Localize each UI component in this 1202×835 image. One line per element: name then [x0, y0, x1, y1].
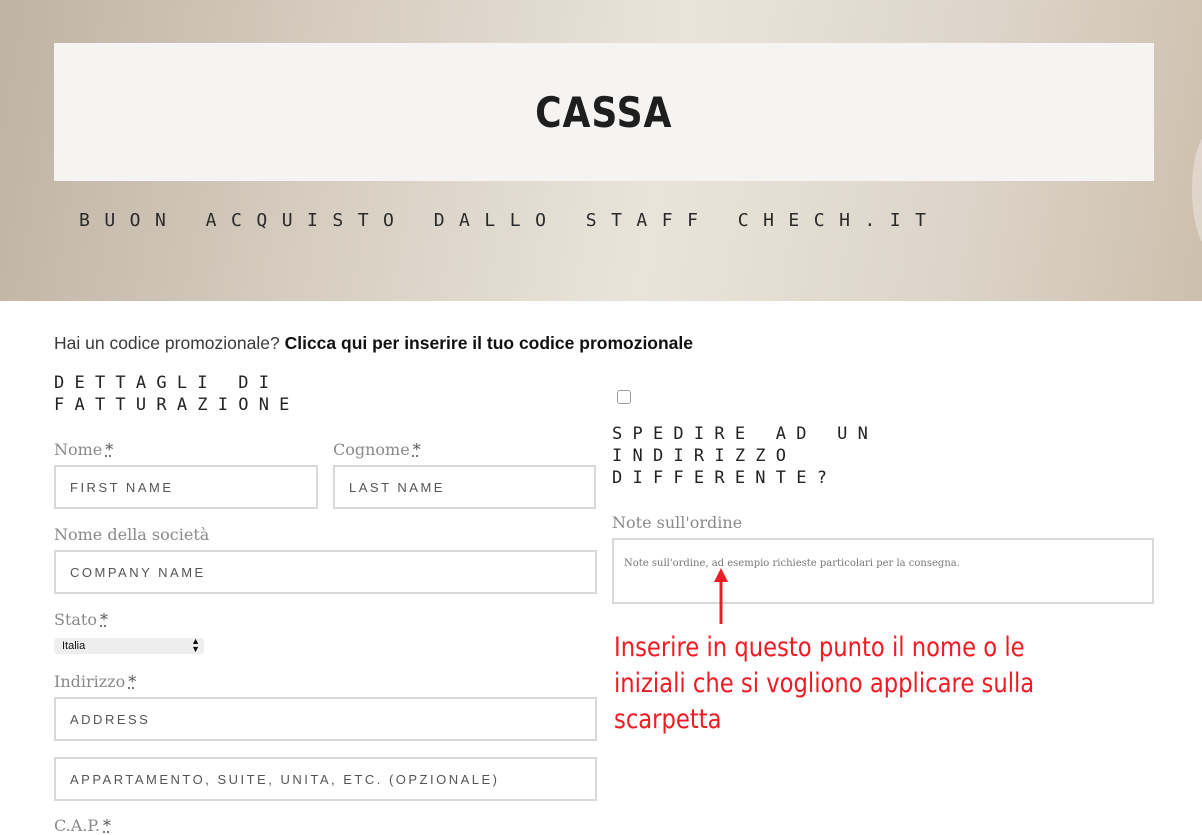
- address-input[interactable]: [70, 712, 595, 727]
- first-name-label-text: Nome: [54, 440, 103, 459]
- last-name-label: [333, 440, 421, 459]
- promo-code-notice: [54, 333, 693, 354]
- address-field[interactable]: [54, 697, 597, 741]
- promo-code-link[interactable]: Clicca qui per inserire il tuo codice promozionale: [284, 333, 694, 353]
- country-select-value: Italia: [62, 640, 86, 652]
- last-name-label-text: Cognome: [333, 440, 410, 459]
- title-box: [54, 43, 1154, 181]
- country-label: [54, 610, 108, 629]
- order-notes-field[interactable]: [612, 538, 1154, 604]
- address2-input[interactable]: [70, 772, 595, 787]
- order-notes-textarea[interactable]: [624, 558, 1142, 586]
- first-name-label: [54, 440, 113, 459]
- ship-different-address-checkbox[interactable]: [617, 390, 631, 404]
- select-arrows-icon: ▲ ▼: [191, 636, 200, 654]
- order-notes-label: Note sull'ordine: [612, 513, 743, 532]
- decorative-shape: [1192, 130, 1202, 250]
- first-name-input[interactable]: [70, 480, 316, 495]
- address-label: [54, 672, 136, 691]
- billing-heading: D E T T A G L I D I F A T T U R A Z I O N E: [54, 373, 290, 415]
- required-mark: *: [103, 816, 112, 835]
- promo-question: Hai un codice promozionale?: [54, 333, 280, 353]
- required-mark: *: [128, 672, 137, 691]
- page-header-banner: [0, 0, 1202, 301]
- last-name-field[interactable]: [333, 465, 596, 509]
- required-mark: *: [412, 440, 421, 459]
- tagline: BUON ACQUISTO DALLO STAFF CHECH.IT: [79, 210, 941, 231]
- address-label-text: Indirizzo: [54, 672, 126, 691]
- address2-field[interactable]: [54, 757, 597, 801]
- page-title: CASSA: [535, 87, 673, 137]
- required-mark: *: [105, 440, 114, 459]
- annotation-note: Inserire in questo punto il nome o le iniziali che si vogliono applicare sulla scarpetta: [614, 632, 1035, 735]
- postcode-label: [54, 816, 111, 835]
- company-field[interactable]: [54, 550, 597, 594]
- annotation-arrow-icon: [712, 568, 730, 628]
- country-select[interactable]: [54, 638, 204, 654]
- country-label-text: Stato: [54, 610, 97, 629]
- postcode-label-text: C.A.P.: [54, 816, 101, 835]
- required-mark: *: [100, 610, 108, 629]
- first-name-field[interactable]: [54, 465, 318, 509]
- company-input[interactable]: [70, 565, 595, 580]
- shipping-heading: S P E D I R E A D U N I N D I R I Z Z O D I F F E R E N T E ?: [612, 424, 868, 488]
- last-name-input[interactable]: [349, 480, 594, 495]
- company-label: Nome della società: [54, 525, 210, 544]
